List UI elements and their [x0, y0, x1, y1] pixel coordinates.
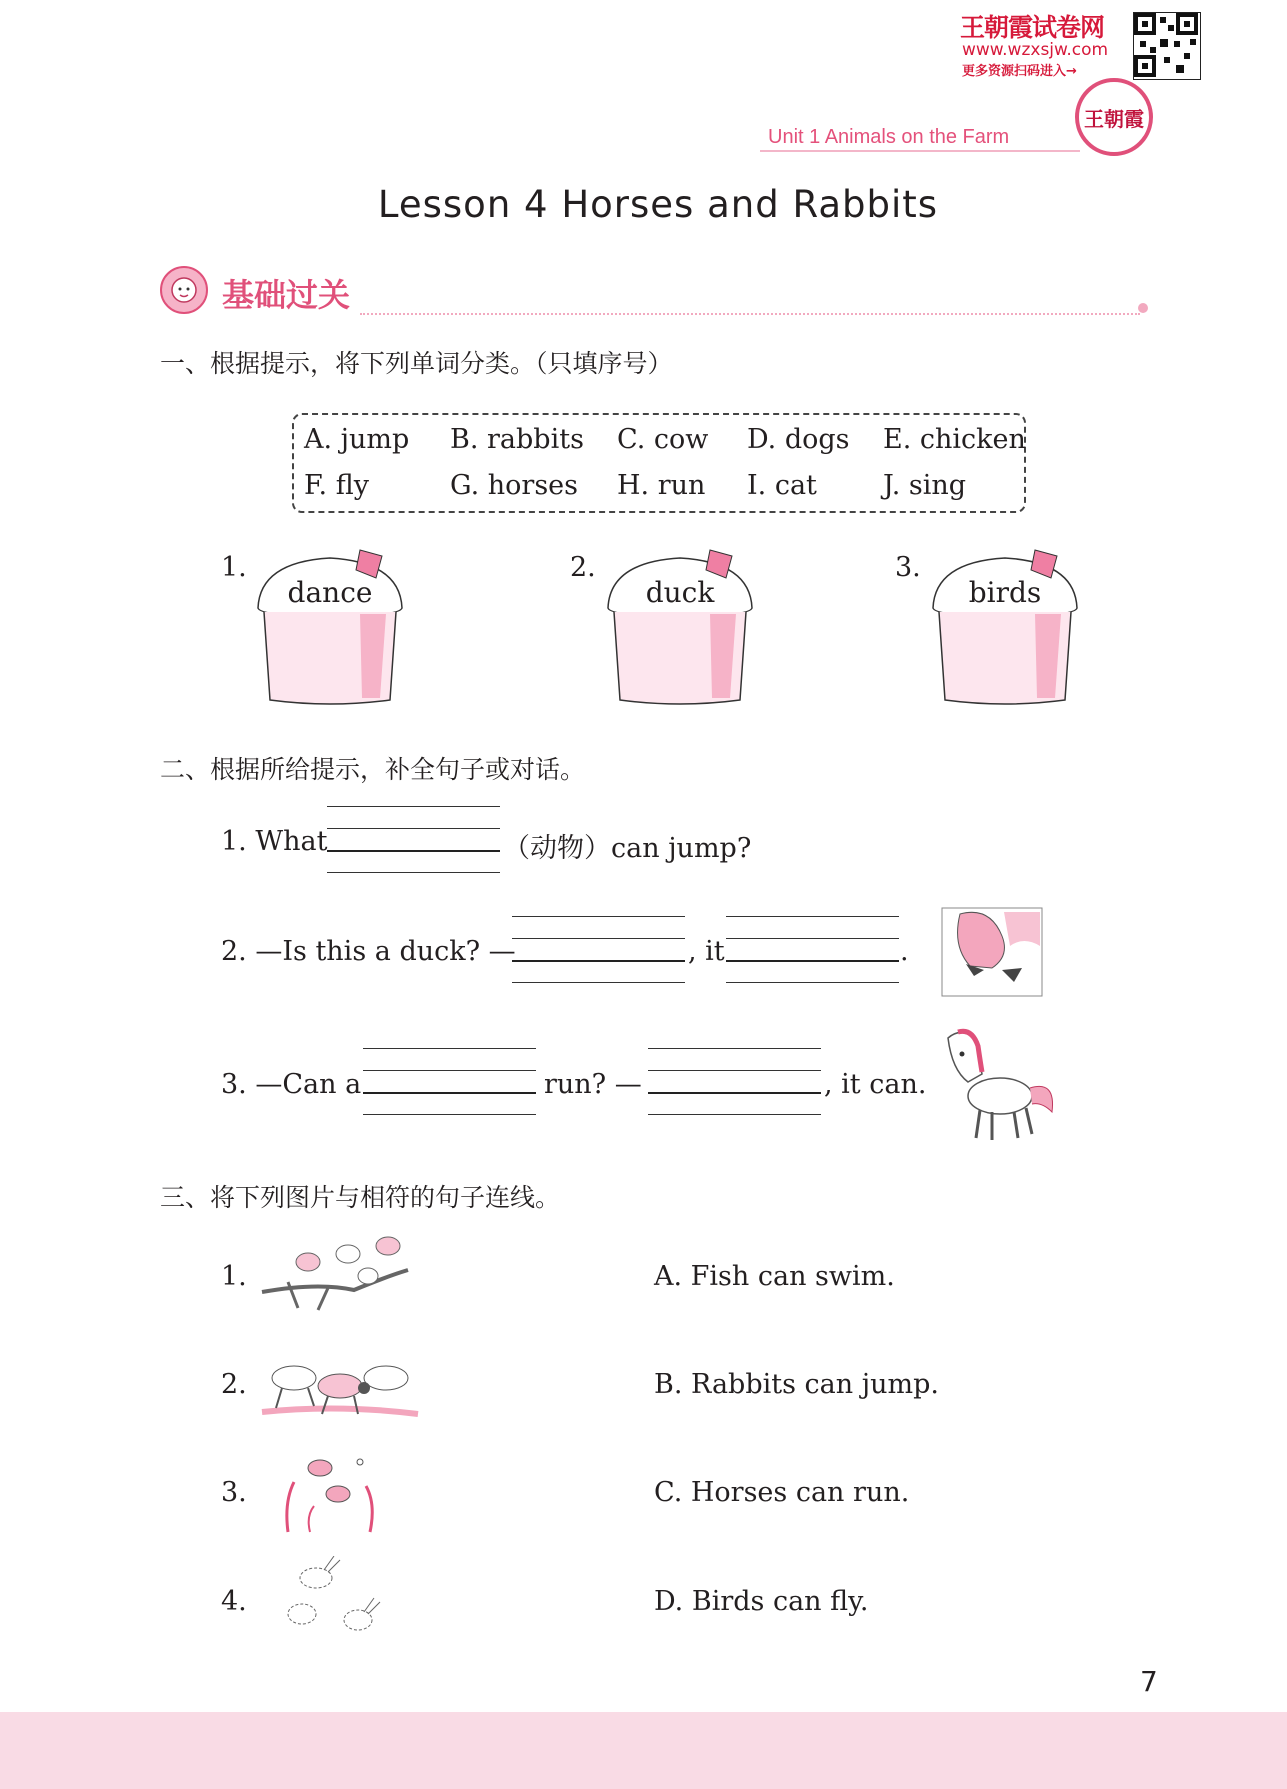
- picture-number: 1.: [221, 1261, 247, 1292]
- bucket-icon: [925, 548, 1085, 708]
- part2-heading: 二、根据所给提示，补全句子或对话。: [160, 755, 586, 784]
- option-b: B. rabbits: [450, 424, 584, 455]
- option-a: A. jump: [304, 424, 410, 455]
- brand-seal-logo: [1075, 78, 1153, 156]
- seal-text: 王朝霞: [1084, 106, 1144, 131]
- bucket-icon: [250, 548, 410, 708]
- part3-heading: 三、将下列图片与相符的句子连线。: [160, 1183, 561, 1212]
- bucket-1[interactable]: [250, 548, 410, 712]
- page-number: 7: [1140, 1665, 1158, 1698]
- option-c: C. cow: [617, 424, 709, 455]
- bucket-3[interactable]: [925, 548, 1085, 712]
- option-j: J. sing: [883, 470, 967, 501]
- brand-url[interactable]: www.wzxsjw.com: [962, 40, 1109, 60]
- part1-heading: 一、根据提示，将下列单词分类。（只填序号）: [160, 349, 673, 378]
- option-d: D. dogs: [747, 424, 850, 455]
- q3-answer-field-2[interactable]: [648, 1048, 821, 1116]
- unit-header: Unit 1 Animals on the Farm: [768, 126, 1010, 148]
- bucket-number: 1.: [221, 552, 247, 583]
- bucket-word: birds: [968, 576, 1042, 609]
- section-divider-dot: [1138, 303, 1148, 313]
- lesson-title: Lesson 4 Horses and Rabbits: [377, 183, 939, 226]
- sentence-a[interactable]: A. Fish can swim.: [654, 1261, 895, 1292]
- option-g: G. horses: [450, 470, 579, 501]
- q2-answer-field-1[interactable]: [512, 916, 685, 984]
- qr-code-icon[interactable]: [1133, 12, 1201, 80]
- sentence-d[interactable]: D. Birds can fly.: [654, 1586, 869, 1617]
- sentence-c[interactable]: C. Horses can run.: [654, 1477, 910, 1508]
- sentence-b[interactable]: B. Rabbits can jump.: [654, 1369, 939, 1400]
- q3-mid: run? —: [544, 1069, 642, 1100]
- q3-prefix: 3. —Can a: [221, 1069, 362, 1100]
- birds-picture[interactable]: [258, 1232, 422, 1320]
- horses-picture[interactable]: [258, 1348, 422, 1428]
- picture-number: 2.: [221, 1369, 247, 1400]
- pony-icon: [938, 1026, 1062, 1148]
- brand-more-text: 更多资源扫码进入→: [962, 64, 1077, 79]
- q2-end: .: [900, 936, 909, 967]
- bucket-number: 2.: [570, 552, 596, 583]
- bucket-icon: [600, 548, 760, 708]
- q2-answer-field-2[interactable]: [726, 916, 899, 984]
- fish-picture[interactable]: [280, 1452, 380, 1538]
- girl-avatar-icon: [160, 266, 208, 314]
- q1-suffix: （动物）can jump?: [503, 833, 752, 864]
- brand-title: 王朝霞试卷网: [960, 13, 1105, 42]
- q3-answer-field-1[interactable]: [363, 1048, 536, 1116]
- q2-mid: , it: [688, 936, 725, 967]
- option-i: I. cat: [747, 470, 817, 501]
- bucket-word: duck: [645, 576, 715, 609]
- bucket-number: 3.: [895, 552, 921, 583]
- section-label: 基础过关: [222, 276, 351, 314]
- bucket-2[interactable]: [600, 548, 760, 712]
- section-divider: [360, 313, 1140, 315]
- picture-number: 3.: [221, 1477, 247, 1508]
- bucket-word: dance: [287, 576, 373, 609]
- picture-number: 4.: [221, 1586, 247, 1617]
- rabbits-picture[interactable]: [280, 1556, 386, 1644]
- q1-answer-field[interactable]: [327, 806, 500, 874]
- option-f: F. fly: [304, 470, 369, 501]
- duck-puzzle-icon: [940, 906, 1044, 1002]
- option-h: H. run: [617, 470, 706, 501]
- option-e: E. chicken: [883, 424, 1026, 455]
- q2-prefix: 2. —Is this a duck? —: [221, 936, 516, 967]
- header-divider: [760, 150, 1080, 152]
- q3-end: , it can.: [824, 1069, 927, 1100]
- footer-band: [0, 1712, 1287, 1789]
- q1-prefix: 1. What: [221, 826, 328, 857]
